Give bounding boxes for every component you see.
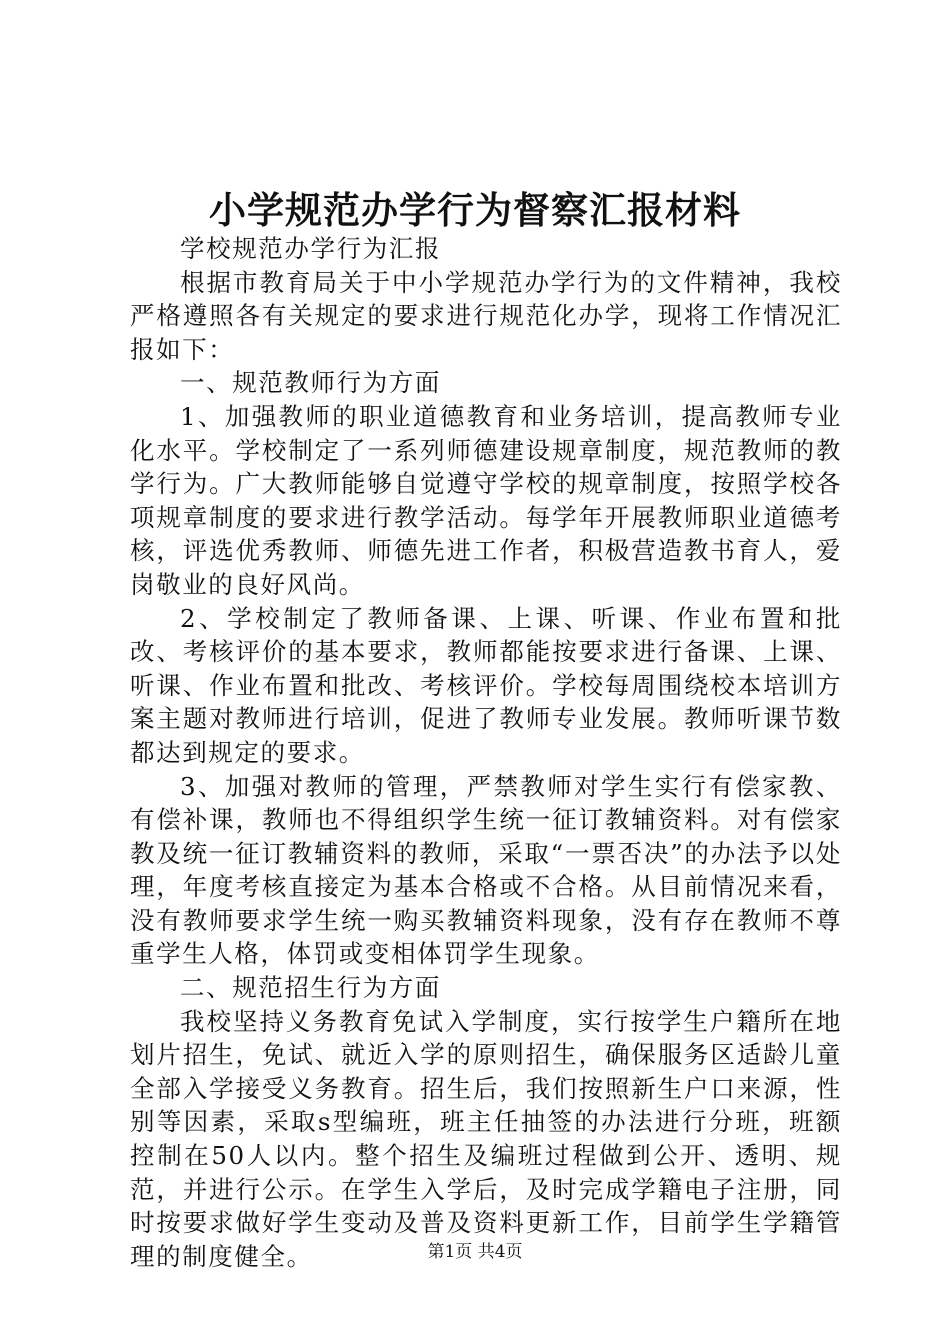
document-body bbox=[130, 232, 842, 1273]
paragraph-item-3: 3、加强对教师的管理，严禁教师对学生实行有偿家教、有偿补课，教师也不得组织学生统一征订教辅资料。对有偿家教及统一征订教辅资料的教师，采取“一票否决”的办法予以处理，年度考核直接定为基本合格或不合格。从目前情况来看，没有教师要求学生统一购买教辅资料现象，没有存在教师不尊重学生人格，体罚或变相体罚学生现象。 bbox=[130, 771, 842, 969]
paragraph-intro: 根据市教育局关于中小学规范办学行为的文件精神，我校严格遵照各有关规定的要求进行规范化办学，现将工作情况汇报如下： bbox=[130, 267, 842, 364]
paragraph-subtitle: 学校规范办学行为汇报 bbox=[180, 234, 441, 263]
paragraph-item-2: 2、学校制定了教师备课、上课、听课、作业布置和批改、考核评价的基本要求，教师都能按要求进行备课、上课、听课、作业布置和批改、考核评价。学校每周围绕校本培训方案主题对教师进行培训，促进了教师专业发展。教师听课节数都达到规定的要求。 bbox=[130, 603, 842, 767]
paragraph-enrollment: 我校坚持义务教育免试入学制度，实行按学生户籍所在地划片招生，免试、就近入学的原则招生，确保服务区适龄儿童全部入学接受义务教育。招生后，我们按照新生户口来源，性别等因素，采取s型编班，班主任抽签的办法进行分班，班额控制在50人以内。整个招生及编班过程做到公开、透明、规范，并进行公示。在学生入学后，及时完成学籍电子注册，同时按要求做好学生变动及普及资料更新工作，目前学生学籍管理的制度健全。 bbox=[130, 1006, 842, 1271]
section-heading-enrollment: 二、规范招生行为方面 bbox=[180, 973, 441, 1003]
page-number-footer: 第1页 共4页 bbox=[427, 1242, 523, 1262]
document-title: 小学规范办学行为督察汇报材料 bbox=[209, 188, 741, 232]
paragraph-item-1: 1、加强教师的职业道德教育和业务培训，提高教师专业化水平。学校制定了一系列师德建设规章制度，规范教师的教学行为。广大教师能够自觉遵守学校的规章制度，按照学校各项规章制度的要求进行教学活动。每学年开展教师职业道德考核，评选优秀教师、师德先进工作者，积极营造教书育人，爱岗敬业的良好风尚。 bbox=[130, 401, 842, 599]
section-heading-teacher-conduct: 一、规范教师行为方面 bbox=[180, 368, 441, 398]
